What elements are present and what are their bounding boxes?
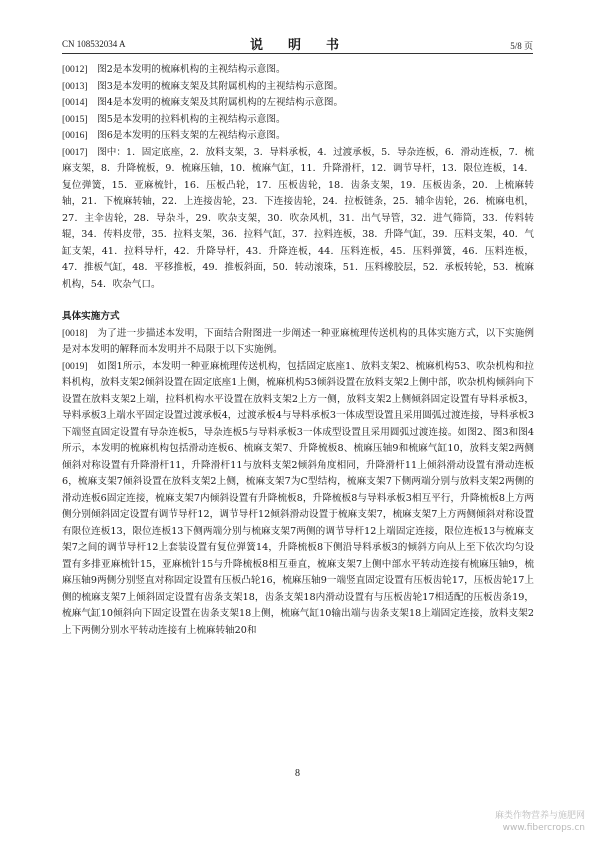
paragraph-0018: [0018] 为了进一步描述本发明，下面结合附图进一步阐述一种亚麻梳理传送机构的具体实施方式，以下实施例是对本发明的解释而本发明并不局限于以下实施例。: [62, 327, 535, 355]
page-header: [62, 31, 533, 54]
document-title: 说 明 书: [249, 38, 345, 53]
document-number: CN 108532034 A: [62, 39, 126, 49]
section-title: 具体实施方式: [62, 311, 120, 322]
watermark: [495, 810, 585, 834]
paragraph-0013: [0013] 图3是本发明的梳麻支架及其附属机构的主视结构示意图。: [62, 80, 344, 92]
paragraph-0016: [0016] 图6是本发明的压料支架的左视结构示意图。: [62, 130, 286, 141]
page-reference: 5/8 页: [510, 41, 533, 51]
document-body: [62, 62, 534, 639]
paragraph-0015: [0015] 图5是本发明的拉料机构的主视结构示意图。: [62, 113, 286, 125]
watermark-line-2: www.fibercrops.cn: [502, 823, 585, 833]
paragraph-0014: [0014] 图4是本发明的梳麻支架及其附属机构的左视结构示意图。: [62, 97, 344, 108]
watermark-line-1: 麻类作物营养与施肥网: [494, 811, 585, 821]
page-number: 8: [295, 768, 300, 779]
paragraph-0012: [0012] 图2是本发明的梳麻机构的主视结构示意图。: [62, 64, 286, 75]
paragraph-0017: [0017] 图中：1．固定底座，2．放料支架，3．导料承板，4．过渡承板，5．导杂连板，6．滑动连板，7．梳麻支架，8．升降梳板，9．梳麻压轴，10．梳麻气缸，11．升降滑杆，12．调节导杆，13．限位连板，14．复位弹簧，15．亚麻梳针，16．压板凸轮，17．压板齿轮，18．齿条支架，19．压板齿条，20．上梳麻转轴，21．下梳麻转轴，22．上连接齿轮，23．下连接齿轮，24．拉板链条，25．辅伞齿轮，26．梳麻电机，27．主伞齿轮，28．导杂斗，29．吹杂支架，30．吹杂风机，31．出气导管，32．进气筛筒，33．传料转辊，34．传料皮带，35．拉料支架，36．拉料气缸，37．拉料连板，38．升降气缸，39．压料支架，40．气缸支架，41．拉料导杆，42．升降导杆，43．升降连板，44．压料连板，45．压料弹簧，46．压料连板，47．推板气缸，48．平移推板，49．推板斜面，50．转动滚珠，51．压料橡胶层，52．承板转轮，53．梳麻机构，54．吹杂气口。: [62, 146, 534, 290]
paragraph-0019: [0019] 如图1所示，本发明一种亚麻梳理传送机构，包括固定底座1、放料支架2、梳麻机构53、吹杂机构和拉料机构，放料支架2倾斜设置在固定底座1上侧，梳麻机构53倾斜设置在放料支架2上侧中部，吹杂机构倾斜向下设置在放料支架2上端，拉料机构水平设置在放料支架2上方一侧，放料支架2上侧倾斜固定设置有导料承板3，导料承板3上端水平固定设置过渡承板4，过渡承板4与导料承板3一体成型设置且采用圆弧过渡连接，导料承板3下端竖直固定设置有导杂连板5，导杂连板5与导料承板3一体成型设置且采用圆弧过渡连接。如图2、图3和图4所示，本发明的梳麻机构包括滑动连板6、梳麻支架7、升降梳板8、梳麻压轴9和梳麻气缸10，放料支架2两侧倾斜对称设置有升降滑杆11，升降滑杆11与放料支架2倾斜角度相同，升降滑杆11上倾斜滑动设置有滑动连板6，梳麻支架7倾斜设置在放料支架2上侧，梳麻支架7为C型结构，梳麻支架7下侧两端分别与放料支架2两侧的滑动连板6固定连接，梳麻支架7内倾斜设置有升降梳板8，升降梳板8与导料承板3相互平行，升降梳板8上方两侧分别倾斜固定设置有调节导杆12，调节导杆12倾斜滑动设置于梳麻支架7，梳麻支架7上方两侧倾斜对称设置有限位连板13，限位连板13下侧两端分别与梳麻支架7两侧的调节导杆12上端固定连接，限位连板13与梳麻支架7之间的调节导杆12上套装设置有复位弹簧14，升降梳板8下侧沿导料承板3的倾斜方向从上至下依次均匀设置有多排亚麻梳针15，亚麻梳针15与升降梳板8相互垂直，梳麻支架7上侧中部水平转动连接有梳麻压轴9，梳麻压轴9两侧分别竖直对称固定设置有压板凸轮16，梳麻压轴9一端竖直固定设置有压板齿轮17，压板齿轮17上侧的梳麻支架7上倾斜固定设置有齿条支架18，齿条支架18内滑动设置有与压板齿轮17相适配的压板齿条19，梳麻气缸10倾斜向下固定设置在齿条支架18上侧，梳麻气缸10输出端与齿条支架18上端固定连接，放料支架2上下两侧分别水平转动连接有上梳麻转轴20和: [62, 360, 534, 636]
